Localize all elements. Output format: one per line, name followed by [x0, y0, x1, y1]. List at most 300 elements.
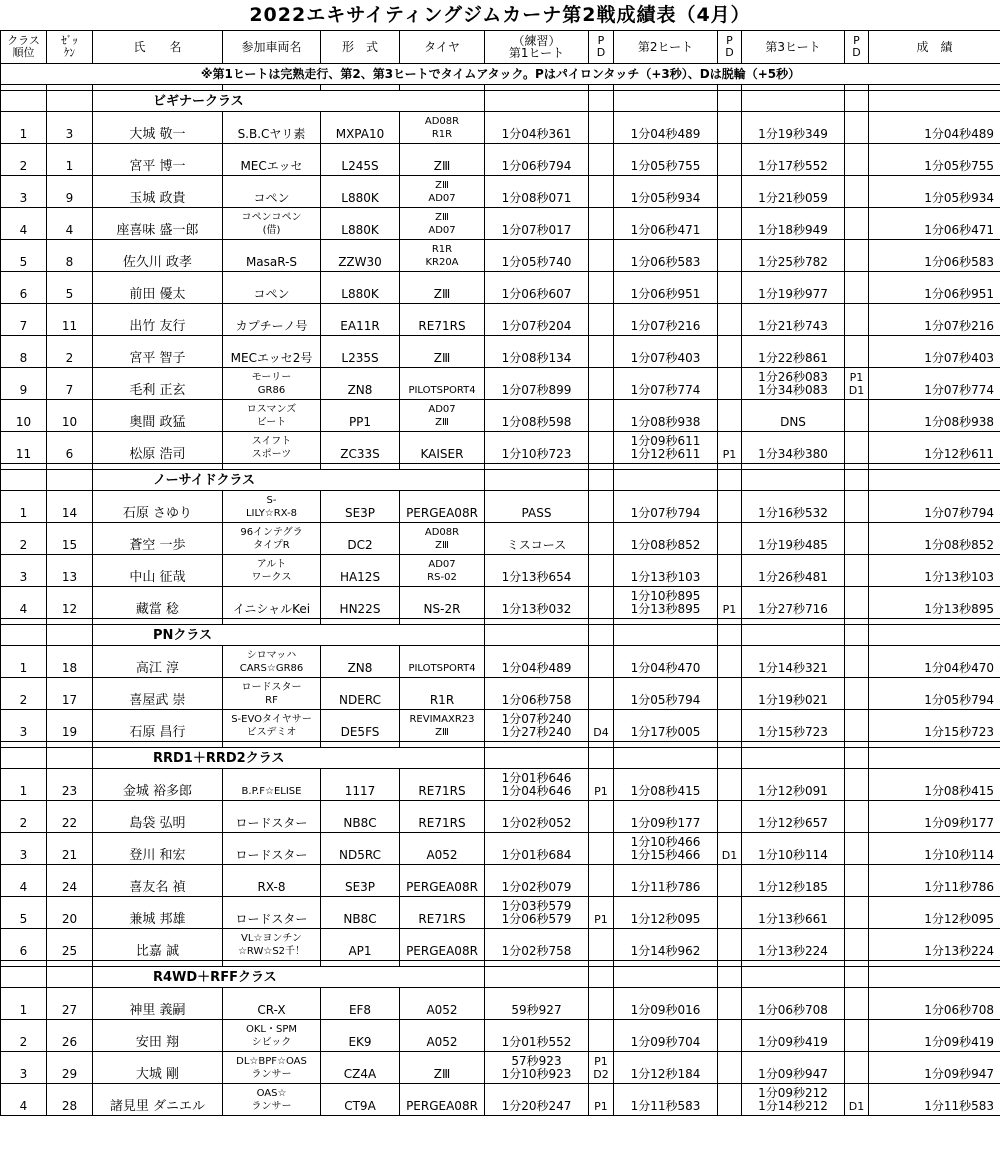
pd1-cell — [589, 555, 614, 587]
header-row — [1, 31, 1000, 64]
type-cell: HN22S — [321, 587, 400, 619]
result-cell: 1分04秒470 — [869, 646, 1000, 678]
type-cell: SE3P — [321, 865, 400, 897]
type-cell: L245S — [321, 144, 400, 176]
type-cell: PP1 — [321, 400, 400, 432]
tire-cell: RE71RS — [400, 304, 485, 336]
heat1-cell: 1分04秒361 — [485, 112, 589, 144]
heat3-cell: 1分06秒708 — [742, 988, 845, 1020]
class-header-row — [1, 625, 1000, 646]
pd3-cell — [845, 1052, 869, 1084]
table-row — [1, 988, 1000, 1020]
tire-cell: ZⅢ — [400, 1052, 485, 1084]
pd1-cell — [589, 400, 614, 432]
heat1-cell: 1分07秒240 1分27秒240 — [485, 710, 589, 742]
pd2-cell — [718, 1052, 742, 1084]
class-header-blank — [718, 91, 742, 112]
result-cell: 1分04秒489 — [869, 112, 1000, 144]
tire-cell: RE71RS — [400, 769, 485, 801]
class-header-blank — [1, 470, 47, 491]
pd2-cell: D1 — [718, 833, 742, 865]
class-header-blank — [845, 967, 869, 988]
type-cell: L880K — [321, 272, 400, 304]
type-cell: ZN8 — [321, 646, 400, 678]
header-heat3: 第3ヒート — [742, 31, 845, 64]
pd3-cell — [845, 646, 869, 678]
number-cell: 23 — [47, 769, 93, 801]
heat1-cell: 1分01秒646 1分04秒646 — [485, 769, 589, 801]
tire-cell: A052 — [400, 988, 485, 1020]
car-cell: 96インテグラ タイプR — [223, 523, 321, 555]
rank-cell: 1 — [1, 491, 47, 523]
class-header-blank — [614, 967, 718, 988]
table-row — [1, 801, 1000, 833]
class-header-blank — [869, 967, 1000, 988]
heat1-cell: 1分13秒032 — [485, 587, 589, 619]
pd2-cell — [718, 555, 742, 587]
heat3-cell: 1分12秒091 — [742, 769, 845, 801]
pd2-cell — [718, 1084, 742, 1116]
pd2-cell — [718, 368, 742, 400]
result-cell: 1分12秒611 — [869, 432, 1000, 464]
heat1-cell: 1分20秒247 — [485, 1084, 589, 1116]
pd1-cell: D4 — [589, 710, 614, 742]
table-row — [1, 1020, 1000, 1052]
table-row — [1, 1052, 1000, 1084]
class-header-blank — [47, 470, 93, 491]
header-type: 形 式 — [321, 31, 400, 64]
heat1-cell: 1分07秒017 — [485, 208, 589, 240]
class-header-blank — [614, 625, 718, 646]
pd2-cell — [718, 336, 742, 368]
note-text: ※第1ヒートは完熟走行、第2、第3ヒートでタイムアタック。Pはパイロンタッチ（+3秒）、Dは脱輪（+5秒） — [1, 64, 1000, 85]
pd1-cell — [589, 240, 614, 272]
name-cell: 喜屋武 崇 — [93, 678, 223, 710]
class-header-blank — [845, 91, 869, 112]
tire-cell: R1R — [400, 678, 485, 710]
name-cell: 出竹 友行 — [93, 304, 223, 336]
name-cell: 比嘉 誠 — [93, 929, 223, 961]
page-title: 2022エキサイティングジムカーナ第2戦成績表（4月） — [249, 4, 751, 26]
table-row — [1, 272, 1000, 304]
pd1-cell: P1 — [589, 769, 614, 801]
heat1-cell: 59秒927 — [485, 988, 589, 1020]
result-cell: 1分10秒114 — [869, 833, 1000, 865]
name-cell: 藏當 稔 — [93, 587, 223, 619]
pd2-cell — [718, 865, 742, 897]
heat3-cell: 1分09秒947 — [742, 1052, 845, 1084]
result-cell: 1分07秒216 — [869, 304, 1000, 336]
heat1-cell: 1分13秒654 — [485, 555, 589, 587]
result-cell: 1分05秒755 — [869, 144, 1000, 176]
class-header-blank — [869, 470, 1000, 491]
car-cell: ロードスター — [223, 833, 321, 865]
pd2-cell — [718, 304, 742, 336]
header-car: 参加車両名 — [223, 31, 321, 64]
name-cell: 高江 淳 — [93, 646, 223, 678]
result-cell: 1分11秒786 — [869, 865, 1000, 897]
tire-cell: AD08R ZⅢ — [400, 523, 485, 555]
pd3-cell — [845, 929, 869, 961]
class-header-blank — [1, 967, 47, 988]
rank-cell: 2 — [1, 678, 47, 710]
header-heat1: （練習） 第1ヒート — [485, 31, 589, 64]
heat2-cell: 1分07秒794 — [614, 491, 718, 523]
name-cell: 大城 剛 — [93, 1052, 223, 1084]
name-cell: 松原 浩司 — [93, 432, 223, 464]
type-cell: CZ4A — [321, 1052, 400, 1084]
header-rank: クラス 順位 — [1, 31, 47, 64]
tire-cell: ZⅢ — [400, 144, 485, 176]
tire-cell: PILOTSPORT4 — [400, 368, 485, 400]
pd3-cell — [845, 801, 869, 833]
type-cell: HA12S — [321, 555, 400, 587]
class-name: RRD1＋RRD2クラス — [93, 748, 485, 769]
number-cell: 25 — [47, 929, 93, 961]
pd3-cell — [845, 678, 869, 710]
number-cell: 27 — [47, 988, 93, 1020]
name-cell: 毛利 正玄 — [93, 368, 223, 400]
pd2-cell — [718, 801, 742, 833]
result-cell: 1分11秒583 — [869, 1084, 1000, 1116]
heat1-cell: 1分08秒598 — [485, 400, 589, 432]
tire-cell: AD08R R1R — [400, 112, 485, 144]
number-cell: 21 — [47, 833, 93, 865]
heat2-cell: 1分08秒938 — [614, 400, 718, 432]
class-header-blank — [845, 625, 869, 646]
car-cell: アルト ワークス — [223, 555, 321, 587]
class-header-blank — [485, 470, 589, 491]
car-cell: RX-8 — [223, 865, 321, 897]
pd1-cell — [589, 336, 614, 368]
number-cell: 3 — [47, 112, 93, 144]
rank-cell: 1 — [1, 646, 47, 678]
type-cell: ZC33S — [321, 432, 400, 464]
class-name: R4WD＋RFFクラス — [93, 967, 485, 988]
heat2-cell: 1分05秒934 — [614, 176, 718, 208]
number-cell: 2 — [47, 336, 93, 368]
tire-cell: ZⅢ — [400, 336, 485, 368]
rank-cell: 7 — [1, 304, 47, 336]
tire-cell: PILOTSPORT4 — [400, 646, 485, 678]
type-cell: SE3P — [321, 491, 400, 523]
car-cell: ロードスター — [223, 801, 321, 833]
rank-cell: 3 — [1, 1052, 47, 1084]
results-table — [0, 30, 1000, 1116]
table-row — [1, 400, 1000, 432]
pd3-cell — [845, 897, 869, 929]
class-header-blank — [485, 967, 589, 988]
number-cell: 17 — [47, 678, 93, 710]
car-cell: スイフト スポーツ — [223, 432, 321, 464]
result-cell: 1分07秒794 — [869, 491, 1000, 523]
heat1-cell: 57秒923 1分10秒923 — [485, 1052, 589, 1084]
heat3-cell: 1分12秒657 — [742, 801, 845, 833]
pd3-cell — [845, 240, 869, 272]
table-row — [1, 587, 1000, 619]
class-header-blank — [742, 748, 845, 769]
class-header-blank — [718, 625, 742, 646]
type-cell: EA11R — [321, 304, 400, 336]
type-cell: L235S — [321, 336, 400, 368]
table-row — [1, 769, 1000, 801]
rank-cell: 3 — [1, 176, 47, 208]
number-cell: 24 — [47, 865, 93, 897]
heat3-cell: 1分13秒661 — [742, 897, 845, 929]
heat1-cell: 1分04秒489 — [485, 646, 589, 678]
pd1-cell — [589, 646, 614, 678]
pd3-cell — [845, 432, 869, 464]
result-cell: 1分09秒177 — [869, 801, 1000, 833]
table-row — [1, 929, 1000, 961]
result-cell: 1分06秒471 — [869, 208, 1000, 240]
heat2-cell: 1分06秒951 — [614, 272, 718, 304]
class-header-blank — [742, 470, 845, 491]
class-header-blank — [1, 625, 47, 646]
class-name: ビギナークラス — [93, 91, 485, 112]
heat2-cell: 1分09秒016 — [614, 988, 718, 1020]
name-cell: 中山 征哉 — [93, 555, 223, 587]
heat3-cell: DNS — [742, 400, 845, 432]
result-cell: 1分09秒947 — [869, 1052, 1000, 1084]
pd1-cell — [589, 988, 614, 1020]
type-cell: DC2 — [321, 523, 400, 555]
table-row — [1, 646, 1000, 678]
heat3-cell: 1分19秒977 — [742, 272, 845, 304]
car-cell: コペンコペン (借) — [223, 208, 321, 240]
class-header-blank — [718, 967, 742, 988]
pd3-cell — [845, 710, 869, 742]
pd3-cell — [845, 1020, 869, 1052]
name-cell: 宮平 博一 — [93, 144, 223, 176]
name-cell: 前田 優太 — [93, 272, 223, 304]
class-header-blank — [589, 91, 614, 112]
result-cell: 1分15秒723 — [869, 710, 1000, 742]
pd2-cell — [718, 710, 742, 742]
pd2-cell — [718, 144, 742, 176]
result-cell: 1分13秒895 — [869, 587, 1000, 619]
class-header-blank — [485, 91, 589, 112]
heat3-cell: 1分22秒861 — [742, 336, 845, 368]
type-cell: 1117 — [321, 769, 400, 801]
heat3-cell: 1分27秒716 — [742, 587, 845, 619]
pd2-cell: P1 — [718, 587, 742, 619]
pd2-cell — [718, 929, 742, 961]
heat3-cell: 1分19秒021 — [742, 678, 845, 710]
pd1-cell — [589, 523, 614, 555]
table-row — [1, 304, 1000, 336]
number-cell: 6 — [47, 432, 93, 464]
number-cell: 19 — [47, 710, 93, 742]
tire-cell: AD07 RS-02 — [400, 555, 485, 587]
pd3-cell — [845, 144, 869, 176]
type-cell: MXPA10 — [321, 112, 400, 144]
type-cell: ZZW30 — [321, 240, 400, 272]
pd3-cell — [845, 988, 869, 1020]
car-cell: モーリー GR86 — [223, 368, 321, 400]
car-cell: MasaR-S — [223, 240, 321, 272]
pd2-cell — [718, 176, 742, 208]
car-cell: MECエッセ2号 — [223, 336, 321, 368]
car-cell: S-EVOタイヤサー ビスデミオ — [223, 710, 321, 742]
class-name: PNクラス — [93, 625, 485, 646]
car-cell: コペン — [223, 272, 321, 304]
name-cell: 玉城 政貴 — [93, 176, 223, 208]
car-cell: OKL・SPM シビック — [223, 1020, 321, 1052]
pd1-cell: P1 — [589, 1084, 614, 1116]
rank-cell: 1 — [1, 112, 47, 144]
class-header-blank — [485, 748, 589, 769]
header-pd2: P D — [718, 31, 742, 64]
number-cell: 15 — [47, 523, 93, 555]
table-row — [1, 523, 1000, 555]
heat2-cell: 1分07秒774 — [614, 368, 718, 400]
pd1-cell — [589, 368, 614, 400]
type-cell: EF8 — [321, 988, 400, 1020]
pd2-cell — [718, 240, 742, 272]
table-row — [1, 336, 1000, 368]
header-heat2: 第2ヒート — [614, 31, 718, 64]
header-pd3: P D — [845, 31, 869, 64]
rank-cell: 5 — [1, 897, 47, 929]
pd1-cell: P1 — [589, 897, 614, 929]
heat1-cell: 1分08秒071 — [485, 176, 589, 208]
heat1-cell: 1分10秒723 — [485, 432, 589, 464]
table-row — [1, 1084, 1000, 1116]
heat3-cell: 1分26秒083 1分34秒083 — [742, 368, 845, 400]
heat1-cell: 1分06秒794 — [485, 144, 589, 176]
type-cell: DE5FS — [321, 710, 400, 742]
name-cell: 石原 昌行 — [93, 710, 223, 742]
class-header-blank — [47, 91, 93, 112]
heat3-cell: 1分13秒224 — [742, 929, 845, 961]
result-cell: 1分05秒794 — [869, 678, 1000, 710]
class-header-blank — [589, 967, 614, 988]
class-header-row — [1, 748, 1000, 769]
class-header-blank — [614, 91, 718, 112]
rank-cell: 1 — [1, 988, 47, 1020]
table-row — [1, 833, 1000, 865]
class-header-blank — [589, 470, 614, 491]
pd1-cell — [589, 587, 614, 619]
type-cell: NB8C — [321, 801, 400, 833]
class-header-blank — [614, 748, 718, 769]
car-cell: CR-X — [223, 988, 321, 1020]
car-cell: ロードスター RF — [223, 678, 321, 710]
class-header-row — [1, 470, 1000, 491]
pd1-cell — [589, 208, 614, 240]
car-cell: S.B.Cヤリ素 — [223, 112, 321, 144]
heat2-cell: 1分05秒794 — [614, 678, 718, 710]
rank-cell: 3 — [1, 833, 47, 865]
pd3-cell — [845, 208, 869, 240]
class-header-blank — [47, 967, 93, 988]
pd3-cell: D1 — [845, 1084, 869, 1116]
heat2-cell: 1分06秒471 — [614, 208, 718, 240]
tire-cell: PERGEA08R — [400, 491, 485, 523]
car-cell: B.P.F☆ELISE — [223, 769, 321, 801]
class-header-blank — [1, 748, 47, 769]
class-header-blank — [718, 748, 742, 769]
pd2-cell — [718, 1020, 742, 1052]
heat3-cell: 1分19秒349 — [742, 112, 845, 144]
pd2-cell — [718, 272, 742, 304]
class-header-blank — [742, 625, 845, 646]
result-cell: 1分09秒419 — [869, 1020, 1000, 1052]
heat1-cell: 1分05秒740 — [485, 240, 589, 272]
result-cell: 1分06秒951 — [869, 272, 1000, 304]
number-cell: 12 — [47, 587, 93, 619]
heat3-cell: 1分15秒723 — [742, 710, 845, 742]
pd2-cell — [718, 897, 742, 929]
name-cell: 兼城 邦雄 — [93, 897, 223, 929]
heat1-cell: 1分06秒758 — [485, 678, 589, 710]
pd3-cell — [845, 587, 869, 619]
rank-cell: 4 — [1, 1084, 47, 1116]
result-cell: 1分08秒852 — [869, 523, 1000, 555]
pd1-cell — [589, 112, 614, 144]
name-cell: 喜友名 禎 — [93, 865, 223, 897]
pd1-cell — [589, 304, 614, 336]
type-cell: NDERC — [321, 678, 400, 710]
heat3-cell: 1分09秒212 1分14秒212 — [742, 1084, 845, 1116]
header-tire: タイヤ — [400, 31, 485, 64]
result-cell: 1分05秒934 — [869, 176, 1000, 208]
table-row — [1, 897, 1000, 929]
heat1-cell: 1分07秒204 — [485, 304, 589, 336]
class-header-blank — [869, 748, 1000, 769]
number-cell: 28 — [47, 1084, 93, 1116]
table-row — [1, 112, 1000, 144]
heat2-cell: 1分07秒403 — [614, 336, 718, 368]
heat2-cell: 1分12秒095 — [614, 897, 718, 929]
type-cell: NB8C — [321, 897, 400, 929]
rank-cell: 2 — [1, 523, 47, 555]
class-header-blank — [589, 625, 614, 646]
table-row — [1, 432, 1000, 464]
result-cell: 1分13秒224 — [869, 929, 1000, 961]
heat2-cell: 1分08秒415 — [614, 769, 718, 801]
heat3-cell: 1分12秒185 — [742, 865, 845, 897]
heat2-cell: 1分10秒895 1分13秒895 — [614, 587, 718, 619]
heat2-cell: 1分08秒852 — [614, 523, 718, 555]
rank-cell: 4 — [1, 865, 47, 897]
pd1-cell: P1 D2 — [589, 1052, 614, 1084]
name-cell: 奥間 政猛 — [93, 400, 223, 432]
heat1-cell: ミスコース — [485, 523, 589, 555]
pd3-cell — [845, 112, 869, 144]
heat2-cell: 1分12秒184 — [614, 1052, 718, 1084]
result-cell: 1分08秒938 — [869, 400, 1000, 432]
pd2-cell — [718, 646, 742, 678]
heat2-cell: 1分04秒489 — [614, 112, 718, 144]
heat3-cell: 1分10秒114 — [742, 833, 845, 865]
rank-cell: 8 — [1, 336, 47, 368]
car-cell: OAS☆ ランサー — [223, 1084, 321, 1116]
rank-cell: 2 — [1, 144, 47, 176]
pd1-cell — [589, 678, 614, 710]
heat1-cell: 1分08秒134 — [485, 336, 589, 368]
class-header-blank — [589, 748, 614, 769]
name-cell: 神里 義嗣 — [93, 988, 223, 1020]
type-cell: EK9 — [321, 1020, 400, 1052]
heat3-cell: 1分16秒532 — [742, 491, 845, 523]
heat2-cell: 1分11秒786 — [614, 865, 718, 897]
pd2-cell — [718, 208, 742, 240]
header-pd1: P D — [589, 31, 614, 64]
pd1-cell — [589, 801, 614, 833]
tire-cell: A052 — [400, 833, 485, 865]
